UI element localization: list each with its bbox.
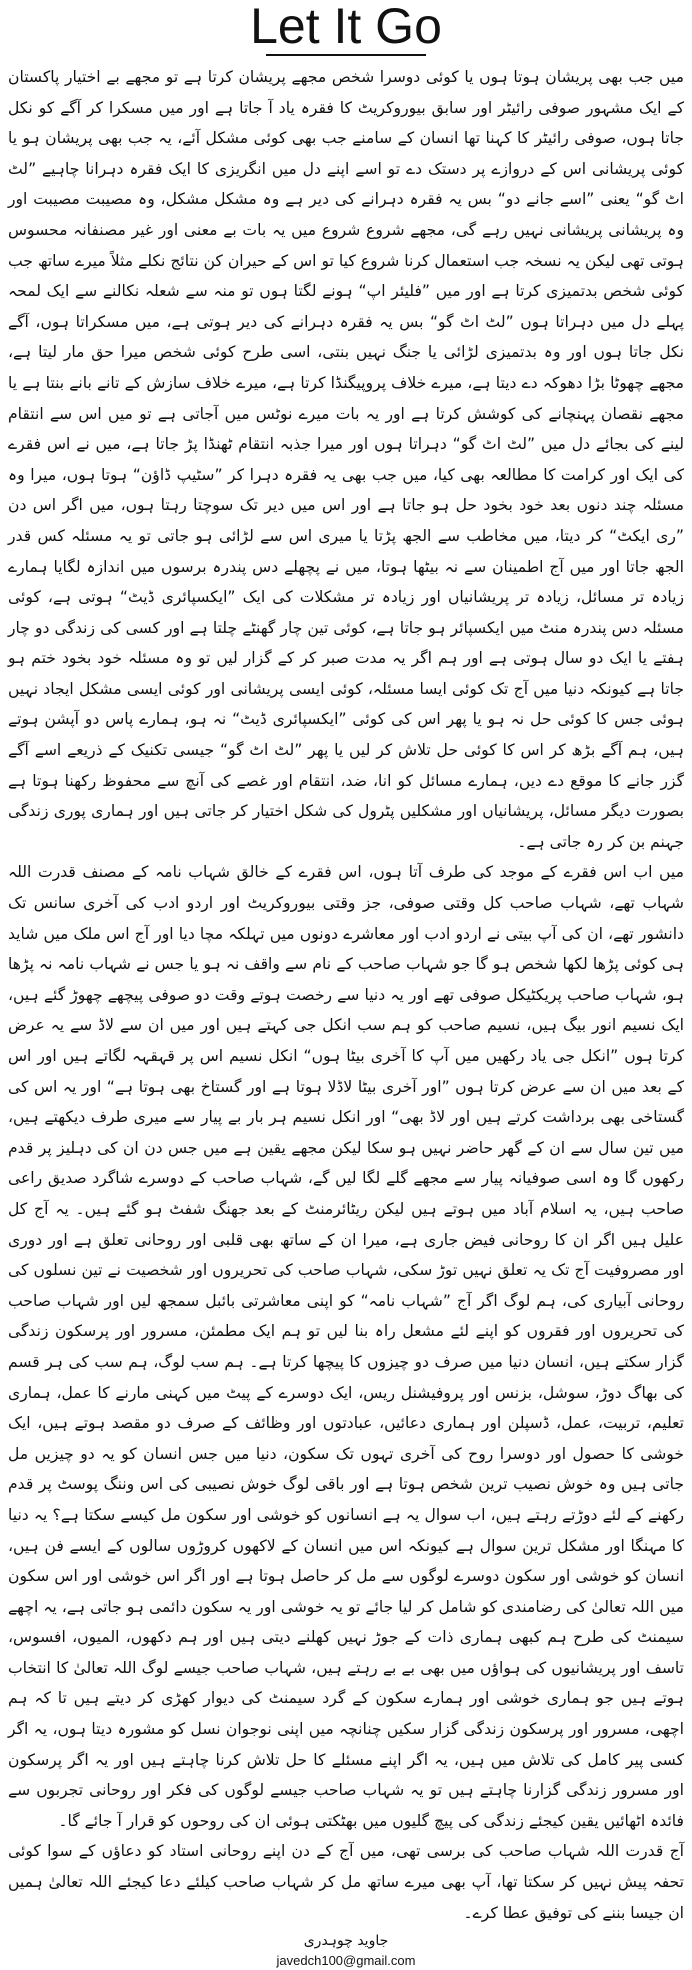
author-name: جاوید چوہدری <box>303 1933 389 1950</box>
article-paragraph-3: آج قدرت اللہ شہاب صاحب کی برسی تھی، میں آج کے دن اپنے روحانی استاد کو دعاؤں کے سوا کوئی تحفہ پیش نہیں کر سکتا تھا، آپ بھی میرے ساتھ مل کر شہاب صاحب کیلئے دعا کیجئے اللہ تعالیٰ ہمیں ان جیسا بننے کی توفیق عطا کرے۔ <box>8 1842 684 1922</box>
signature-block <box>8 1930 684 1970</box>
article-body <box>8 62 684 1928</box>
article-title: Let It Go <box>250 0 442 54</box>
article-paragraph-1: میں جب بھی پریشان ہوتا ہوں یا کوئی دوسرا شخص مجھے پریشان کرتا ہے تو مجھے بے اختیار پاکستان کے ایک مشہور صوفی رائیٹر اور سابق بیوروکریٹ کا فقرہ یاد آ جاتا ہے اور میں مسکرا کر آگے کو نکل جاتا ہوں، صوفی رائیٹر کا کہنا تھا انسان کے سامنے جب بھی کوئی مشکل آئے، یہ جب بھی پریشان ہو یا کوئی پریشانی اس کے دروازے پر دستک دے تو اسے اپنے دل میں انگریزی کا ایک فقرہ دہرانا چاہیے ”لٹ اٹ گو“ یعنی ”اسے جانے دو“ بس یہ فقرہ دہرانے کی دیر ہے وہ مشکل مشکل، وہ مصیبت مصیبت اور وہ پریشانی پریشانی نہیں رہے گی، مجھے شروع شروع میں یہ بات بے معنی اور غیر مصنفانہ محسوس ہوتی تھی لیکن یہ نسخہ جب استعمال کرنا شروع کیا تو اس کے حیران کن نتائج نکلے مثلاً میرے ساتھ جب کوئی شخص بدتمیزی کرتا ہے اور میں ”فلیئر اپ“ ہونے لگتا ہوں تو منہ سے شعلہ نکالنے سے ایک لمحہ پہلے دل میں دہراتا ہوں ”لٹ اٹ گو“ بس یہ فقرہ دہرانے کی دیر ہوتی ہے، میں مسکراتا ہوں، آگے نکل جاتا ہوں اور وہ بدتمیزی لڑائی یا جنگ نہیں بنتی، اسی طرح کوئی شخص میرا حق مار لیتا ہے، مجھے چھوٹا بڑا دھوکہ دے دیتا ہے، میرے خلاف پروپیگنڈا کرتا ہے، میرے خلاف سازش کے تانے بانے بنتا ہے یا مجھے نقصان پہنچانے کی کوشش کرتا ہے اور یہ بات میرے نوٹس میں آجاتی ہے تو میں اس سے انتقام لینے کی بجائے دل میں ”لٹ اٹ گو“ دہراتا ہوں اور میرا جذبہ انتقام ٹھنڈا پڑ جاتا ہے، میں نے اس فقرے کی ایک اور کرامت کا مطالعہ بھی کیا، میں جب بھی یہ فقرہ دہرا کر ”سٹیپ ڈاؤن“ ہوتا ہوں، میرا وہ مسئلہ چند دنوں بعد خود بخود حل ہو جاتا ہے اور اس میں دیر تک سوچتا رہتا ہوں، میں اگر اس دن ”ری ایکٹ“ کر دیتا، میں مخاطب سے الجھ پڑتا یا میری اس سے لڑائی ہو جاتی تو یہ مسئلہ کس قدر الجھ جاتا اور میں آج اطمینان سے نہ بیٹھا ہوتا، میں نے پچھلے دس پندرہ برسوں میں اندازہ لگایا ہمارے زیادہ تر مسائل، زیادہ تر پریشانیاں اور زیادہ تر مشکلات کی ایک ”ایکسپائری ڈیٹ“ ہوتی ہے، کوئی مسئلہ دس پندرہ منٹ میں ایکسپائر ہو جاتا ہے، کوئی تین چار گھنٹے چلتا ہے اور کسی کی زندگی دو چار ہفتے یا ایک دو سال ہوتی ہے اور ہم اگر یہ مدت صبر کر کے گزار لیں تو وہ مسئلہ خود بخود ختم ہو جاتا ہے کیونکہ دنیا میں آج تک کوئی ایسا مسئلہ، کوئی ایسی پریشانی اور کوئی ایسی مشکل ایجاد نہیں ہوئی جس کا کوئی حل نہ ہو یا پھر اس کی کوئی ”ایکسپائری ڈیٹ“ نہ ہو، ہمارے پاس دو آپشن ہوتے ہیں، ہم آگے بڑھ کر اس کا کوئی حل تلاش کر لیں یا پھر ”لٹ اٹ گو“ جیسی تکنیک کے ذریعے اسے آگے گزر جانے کا موقع دے دیں، ہمارے مسائل کو انا، ضد، انتقام اور غصے کی آنچ سے محفوظ رکھنا ہوتا ہے بصورت دیگر مسائل، پریشانیاں اور مشکلیں پٹرول کی شکل اختیار کر جاتی ہیں اور ہماری پوری زندگی جہنم بن کر رہ جاتی ہے۔ <box>8 68 684 851</box>
article-paragraph-2: میں اب اس فقرے کے موجد کی طرف آتا ہوں، اس فقرے کے خالق شہاب نامہ کے مصنف قدرت اللہ شہاب تھے، شہاب صاحب کل وقتی صوفی، جز وقتی بیوروکریٹ اور اردو ادب کی آخری سانس تک دانشور تھے، ان کی آپ بیتی نے اردو ادب اور معاشرے دونوں میں تہلکہ مچا دیا اور آج اس ملک میں شاید ہی کوئی پڑھا لکھا شخص ہو گا جو شہاب صاحب کے نام سے واقف نہ ہو یا جس نے شہاب نامہ نہ پڑھا ہو، شہاب صاحب پریکٹیکل صوفی تھے اور یہ دنیا سے رخصت ہوتے وقت دو صوفی پیچھے چھوڑ گئے ہیں، ایک نسیم انور بیگ ہیں، نسیم صاحب کو ہم سب انکل جی کہتے ہیں اور میں ان سے لاڈ سے یہ عرض کرتا ہوں ”انکل جی یاد رکھیں میں آپ کا آخری بیٹا ہوں“ انکل نسیم اس پر قہقہہ لگاتے ہیں اور اس کے بعد میں ان سے عرض کرتا ہوں ”اور آخری بیٹا لاڈلا ہوتا ہے اور گستاخ بھی ہوتا ہے“ اور یہ اس کی گستاخی بھی برداشت کرتے ہیں اور لاڈ بھی“ اور انکل نسیم ہر بار بے پیار سے میری طرف دیکھتے ہیں، میں تین سال سے ان کے گھر حاضر نہیں ہو سکا لیکن مجھے یقین ہے میں جس دن ان کی دہلیز پر قدم رکھوں گا وہ اسی صوفیانہ پیار سے مجھے گلے لگا لیں گے، شہاب صاحب کے دوسرے شاگرد صدیق راعی صاحب ہیں، یہ اسلام آباد میں ہوتے ہیں لیکن ریٹائرمنٹ کے بعد جھنگ شفٹ ہو گئے ہیں۔ یہ آج کل علیل ہیں اگر ان کا روحانی فیض جاری ہے، میرا ان کے ساتھ بھی قلبی اور روحانی تعلق ہے اور دوری اور مصروفیت آج تک یہ تعلق نہیں توڑ سکی، شہاب صاحب کی تحریروں اور شخصیت نے تین نسلوں کی روحانی آبیاری کی، ہم لوگ اگر آج ”شہاب نامہ“ کو اپنی معاشرتی بائبل سمجھ لیں اور شہاب صاحب کی تحریروں اور فقروں کو اپنے لئے مشعل راہ بنا لیں تو ہم ایک مطمئن، مسرور اور پرسکون زندگی گزار سکتے ہیں، انسان دنیا میں صرف دو چیزوں کا پیچھا کرتا ہے۔ ہم سب لوگ، ہم سب کی ہر قسم کی بھاگ دوڑ، سوشل، بزنس اور پروفیشنل ریس، ایک دوسرے کے پیٹ میں کہنی مارنے کا عمل، ہماری تعلیم، تربیت، عمل، ڈسپلن اور ہماری دعائیں، عبادتوں اور وظائف کے صرف دو مقصد ہوتے ہیں، ایک خوشی کا حصول اور دوسرا روح کی آخری تہوں تک سکون، دنیا میں جس انسان کو یہ دو چیزیں مل جاتی ہیں وہ خوش نصیب ترین شخص ہوتا ہے اور باقی لوگ خوش نصیبی کی اس وننگ پوسٹ پر قدم رکھنے کے لئے دوڑتے رہتے ہیں، اب سوال یہ ہے انسانوں کو خوشی اور سکون مل کیسے سکتا ہے؟ یہ دنیا کا مہنگا اور مشکل ترین سوال ہے کیونکہ اس میں انسان کے لاکھوں کروڑوں سالوں کے ایسے فن ہیں، انسان کو خوشی اور سکون دوسرے لوگوں سے مل کر حاصل ہوتا ہے اور اگر اس خوشی اور اس سکون میں اللہ تعالیٰ کی رضامندی کو شامل کر لیا جائے تو یہ خوشی اور یہ سکون دائمی ہو جاتی ہے، یہ اچھے سیمنٹ کی طرح ہم کبھی ہماری ذات کے جوڑ نہیں کھلنے دیتی ہیں اور ہم دکھوں، المیوں، افسوس، تاسف اور پریشانیوں کی ہواؤں میں بھی بے بے رہتے ہیں، شہاب صاحب جیسے لوگ اللہ تعالیٰ کا انتخاب ہوتے ہیں جو ہماری خوشی اور ہمارے سکون کے گرد سیمنٹ کی دیوار کھڑی کر دیتے ہیں تا کہ ہم اچھی، مسرور اور پرسکون زندگی گزار سکیں چنانچہ میں اپنی نوجوان نسل کو مشورہ دیتا ہوں، یہ اگر کسی پیر کامل کی تلاش میں ہیں، یہ اگر اپنے مسئلے کا حل تلاش کرنا چاہتے ہیں اور یہ اگر پرسکون اور مسرور زندگی گزارنا چاہتے ہیں تو یہ شہاب صاحب جیسے لوگوں کی فکر اور روحانی تجربوں سے فائدہ اٹھائیں یقین کیجئے زندگی کی پیچ گلیوں میں بھٹکتی ہوئی ان کی روحوں کو قرار آ جائے گا۔ <box>8 863 684 1830</box>
title-underline <box>266 54 426 56</box>
author-email: javedch100@gmail.com <box>276 1953 416 1969</box>
